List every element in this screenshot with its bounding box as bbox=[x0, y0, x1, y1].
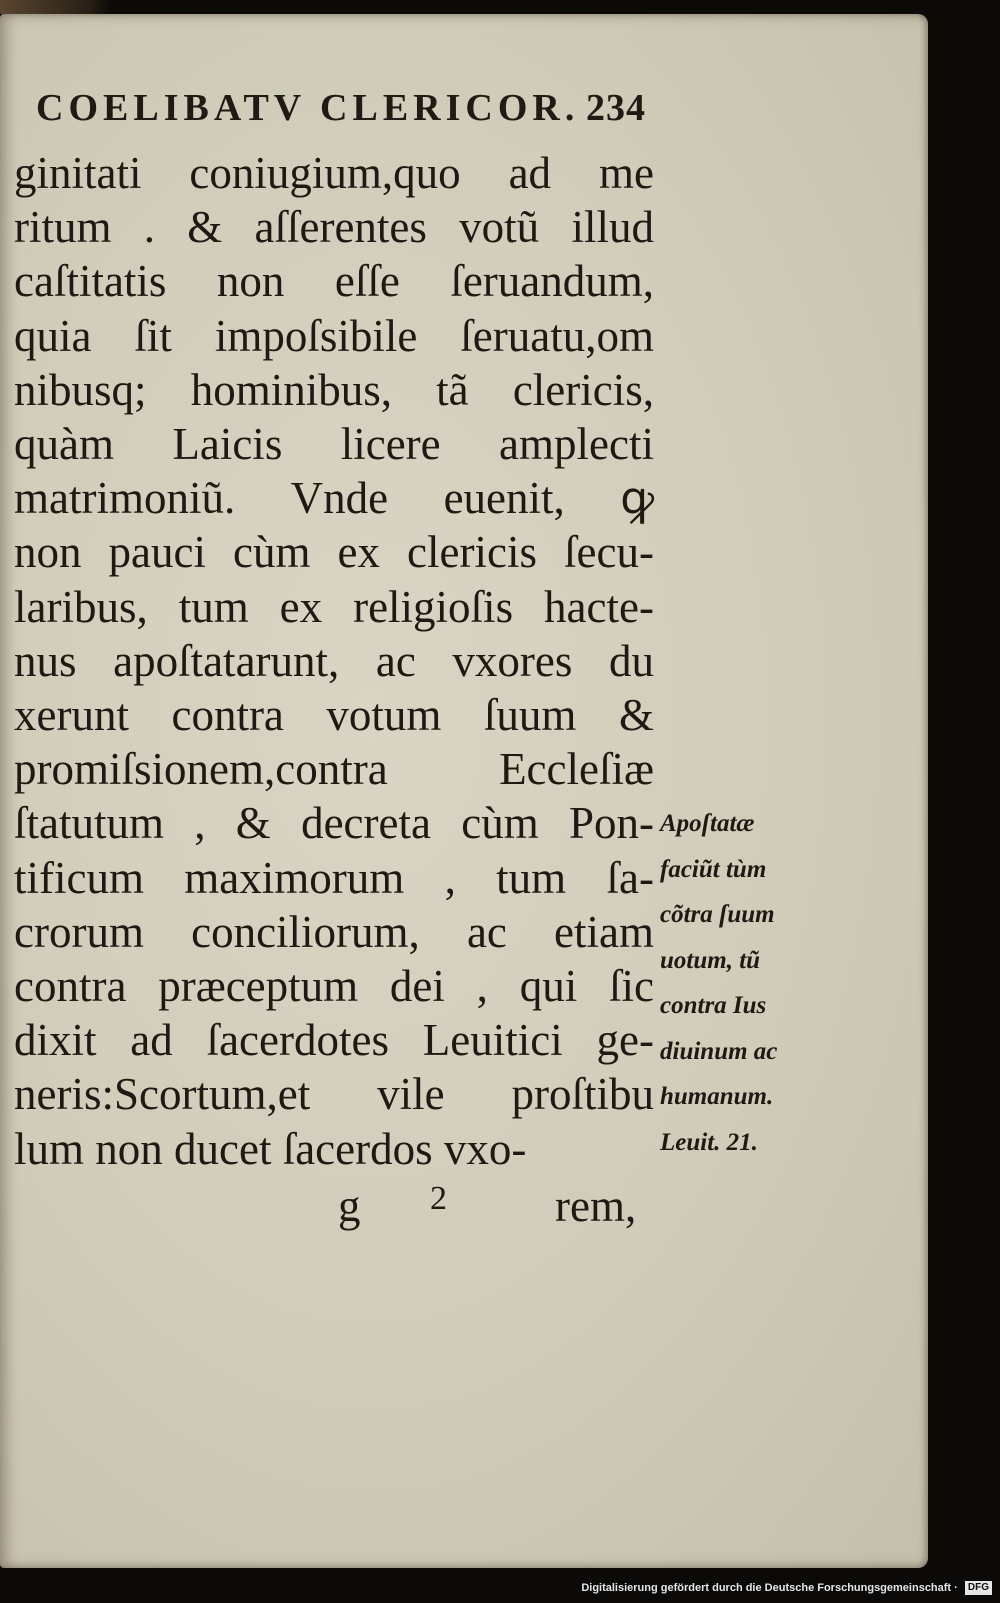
text-line: caſtitatis non eſſe ſeruandum, bbox=[14, 256, 654, 307]
text-line: ginitati coniugium,quo ad me bbox=[14, 148, 654, 198]
book-page bbox=[0, 14, 928, 1568]
gloss-line: faciũt tùm bbox=[660, 855, 767, 883]
text-line: contra præceptum dei , qui ſic bbox=[14, 961, 654, 1011]
gloss-line: uotum, tũ bbox=[660, 946, 761, 974]
text-line: quàm Laicis licere amplecti bbox=[14, 419, 654, 469]
dfg-logo: DFG bbox=[965, 1581, 992, 1595]
running-header bbox=[36, 86, 646, 142]
text-line: tificum maximorum , tum ſa- bbox=[14, 852, 654, 903]
digitization-credit bbox=[581, 1576, 992, 1600]
text-line: crorum conciliorum, ac etiam bbox=[14, 906, 654, 957]
gloss-line: diuinum ac bbox=[660, 1037, 778, 1065]
text-line: dixit ad ſacerdotes Leuitici ge- bbox=[14, 1015, 654, 1066]
gloss-line: contra Ius bbox=[660, 992, 767, 1019]
text-line: matrimoniũ. Vnde euenit, ꝙ bbox=[14, 473, 654, 524]
text-line: lum non ducet ſacerdos vxo- bbox=[14, 1123, 527, 1174]
text-line: non pauci cùm ex clericis ſecu- bbox=[14, 527, 654, 578]
text-line: nus apoſtatarunt, ac vxores du bbox=[14, 635, 654, 686]
gloss-line: humanum. bbox=[660, 1083, 774, 1110]
text-line: laribus, tum ex religioſis hacte- bbox=[14, 581, 654, 632]
gloss-line: Leuit. 21. bbox=[660, 1128, 758, 1156]
text-line: neris:Scortum,et vile proſtibu bbox=[14, 1069, 654, 1120]
text-line: quia ſit impoſsibile ſeruatu,om bbox=[14, 310, 654, 361]
text-line: ritum . & aſſerentes votũ illud bbox=[14, 202, 654, 253]
text-line: ſtatutum , & decreta cùm Pon- bbox=[14, 798, 654, 849]
text-line: promiſsionem,contra Eccleſiæ bbox=[14, 744, 654, 795]
page-number: 234 bbox=[586, 87, 646, 129]
credit-text: Digitalisierung gefördert durch die Deutsche Forschungsgemeinschaft · bbox=[581, 1582, 958, 1594]
gloss-line: Apoſtatæ bbox=[660, 810, 755, 837]
gloss-line: cõtra ſuum bbox=[660, 901, 775, 928]
signature-mark: g bbox=[338, 1181, 361, 1231]
signature-number: 2 bbox=[430, 1180, 447, 1217]
running-title: COELIBATV CLERICOR. bbox=[36, 87, 580, 129]
page-top-edge bbox=[0, 0, 110, 14]
text-line: xerunt contra votum ſuum & bbox=[14, 690, 654, 740]
text-line: nibusq; hominibus, tã clericis, bbox=[14, 364, 654, 415]
catchword: rem, bbox=[555, 1181, 637, 1231]
